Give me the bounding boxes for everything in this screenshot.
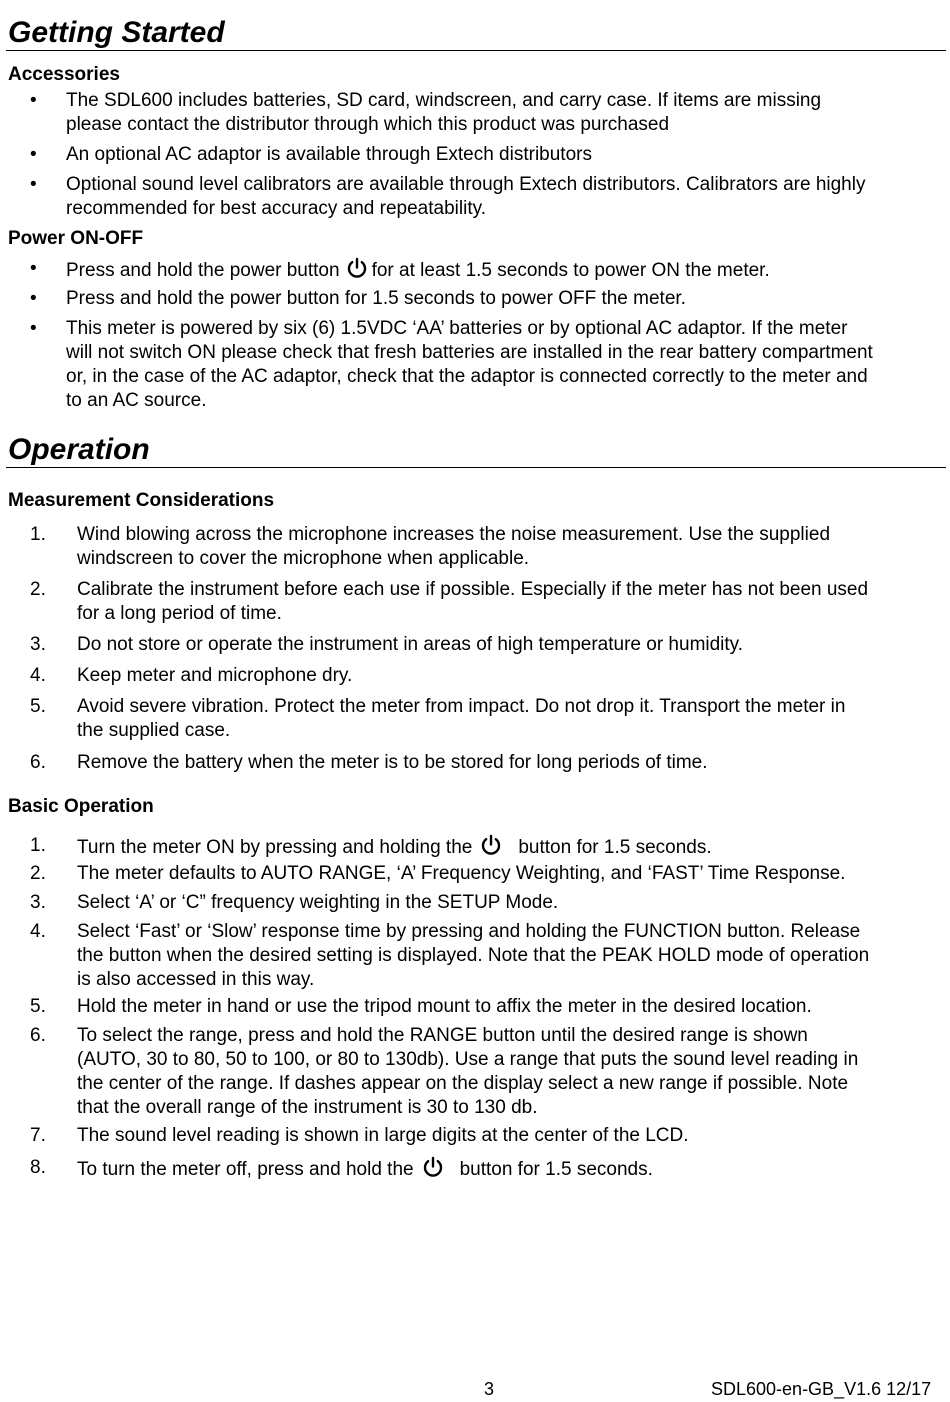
list-number: 3. xyxy=(30,634,46,655)
text-line: windscreen to cover the microphone when applicable. xyxy=(77,548,530,569)
text-line: the button when the desired setting is displayed. Note that the PEAK HOLD mode of operation xyxy=(77,945,870,966)
text-line: Do not store or operate the instrument in areas of high temperature or humidity. xyxy=(77,634,744,655)
text-line: This meter is powered by six (6) 1.5VDC ‘AA’ batteries or by optional AC adaptor. If the meter xyxy=(66,318,848,339)
heading-measurement-considerations: Measurement Considerations xyxy=(8,490,275,511)
text-line: please contact the distributor through which this product was purchased xyxy=(66,114,670,135)
text-line: An optional AC adaptor is available through Extech distributors xyxy=(66,144,592,165)
section-rule xyxy=(6,50,946,51)
text-line: Calibrate the instrument before each use if possible. Especially if the meter has not been used xyxy=(77,579,869,600)
text-line: Press and hold the power button for 1.5 seconds to power OFF the meter. xyxy=(66,288,686,309)
section-rule xyxy=(6,467,946,468)
text-line: Select ‘A’ or ‘C” frequency weighting in the SETUP Mode. xyxy=(77,892,559,913)
power-icon xyxy=(480,834,502,856)
list-number: 8. xyxy=(30,1157,46,1178)
text-segment: Press and hold the power button xyxy=(66,260,340,281)
text-line: Keep meter and microphone dry. xyxy=(77,665,353,686)
list-number: 2. xyxy=(30,863,46,884)
list-number: 6. xyxy=(30,1025,46,1046)
bullet: • xyxy=(30,144,37,165)
list-number: 6. xyxy=(30,752,46,773)
text-segment: for at least 1.5 seconds to power ON the meter. xyxy=(371,260,770,281)
text-segment: Turn the meter ON by pressing and holding the xyxy=(77,837,473,858)
document-id: SDL600-en-GB_V1.6 12/17 xyxy=(711,1379,932,1399)
list-number: 4. xyxy=(30,921,46,942)
heading-accessories: Accessories xyxy=(8,64,120,85)
list-number: 4. xyxy=(30,665,46,686)
text-line: The meter defaults to AUTO RANGE, ‘A’ Frequency Weighting, and ‘FAST’ Time Response. xyxy=(77,863,846,884)
text-line: recommended for best accuracy and repeatability. xyxy=(66,198,486,219)
power-icon xyxy=(346,257,368,279)
text-line: or, in the case of the AC adaptor, check that the adaptor is connected correctly to the meter and xyxy=(66,366,868,387)
text-line: The sound level reading is shown in large digits at the center of the LCD. xyxy=(77,1125,689,1146)
text-line: to an AC source. xyxy=(66,390,207,411)
bullet: • xyxy=(30,174,37,195)
list-number: 1. xyxy=(30,835,46,856)
text-line: the center of the range. If dashes appear on the display select a new range if possible. Note xyxy=(77,1073,849,1094)
bullet: • xyxy=(30,258,37,279)
power-icon xyxy=(422,1156,444,1178)
list-number: 3. xyxy=(30,892,46,913)
list-number: 1. xyxy=(30,524,46,545)
section-title-operation: Operation xyxy=(8,433,150,466)
list-number: 5. xyxy=(30,996,46,1017)
text-line: Remove the battery when the meter is to be stored for long periods of time. xyxy=(77,752,708,773)
text-line: Optional sound level calibrators are available through Extech distributors. Calibrators are highly xyxy=(66,174,866,195)
text-line: will not switch ON please check that fresh batteries are installed in the rear battery compartment xyxy=(66,342,873,363)
text-line: the supplied case. xyxy=(77,720,231,741)
list-number: 2. xyxy=(30,579,46,600)
section-title-getting-started: Getting Started xyxy=(8,16,225,49)
text-line: Wind blowing across the microphone increases the noise measurement. Use the supplied xyxy=(77,524,831,545)
text-line: (AUTO, 30 to 80, 50 to 100, or 80 to 130db). Use a range that puts the sound level reading in xyxy=(77,1049,859,1070)
page-number: 3 xyxy=(484,1379,495,1399)
text-line: is also accessed in this way. xyxy=(77,969,315,990)
bullet: • xyxy=(30,318,37,339)
text-line: The SDL600 includes batteries, SD card, windscreen, and carry case. If items are missing xyxy=(66,90,822,111)
bullet: • xyxy=(30,90,37,111)
heading-basic-operation: Basic Operation xyxy=(8,796,154,817)
text-line: Hold the meter in hand or use the tripod mount to affix the meter in the desired location. xyxy=(77,996,812,1017)
text-segment: button for 1.5 seconds. xyxy=(518,837,712,858)
list-number: 5. xyxy=(30,696,46,717)
text-line: To select the range, press and hold the RANGE button until the desired range is shown xyxy=(77,1025,808,1046)
list-number: 7. xyxy=(30,1125,46,1146)
heading-power-on-off: Power ON-OFF xyxy=(8,228,144,249)
text-line: Select ‘Fast’ or ‘Slow’ response time by pressing and holding the FUNCTION button. Release xyxy=(77,921,861,942)
text-line: Avoid severe vibration. Protect the meter from impact. Do not drop it. Transport the meter in xyxy=(77,696,846,717)
text-line: for a long period of time. xyxy=(77,603,282,624)
text-segment: button for 1.5 seconds. xyxy=(459,1159,653,1180)
bullet: • xyxy=(30,288,37,309)
text-segment: To turn the meter off, press and hold the xyxy=(77,1159,414,1180)
text-line: that the overall range of the instrument is 30 to 130 db. xyxy=(77,1097,538,1118)
